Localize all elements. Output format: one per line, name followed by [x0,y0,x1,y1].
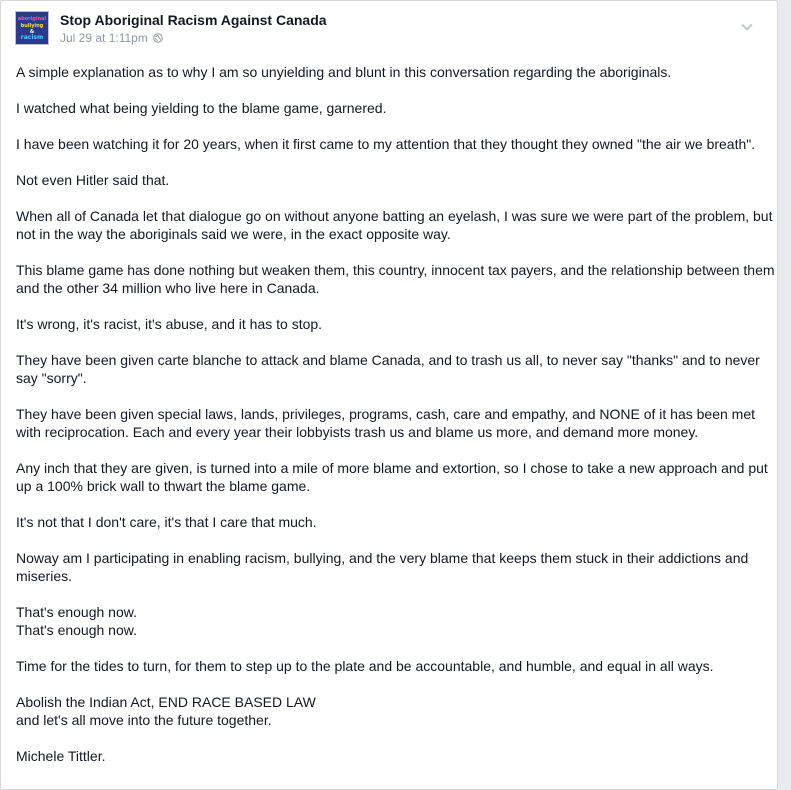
post-paragraph: Noway am I participating in enabling racism, bullying, and the very blame that keeps them stuck in their addictions and miseries. [16,550,749,584]
post-paragraph: I watched what being yielding to the blame game, garnered. [16,100,387,116]
page-avatar[interactable] [15,11,49,45]
post-paragraph: A simple explanation as to why I am so unyielding and blunt in this conversation regarding the aboriginals. [16,64,672,80]
post-paragraph: This blame game has done nothing but weaken them, this country, innocent tax payers, and the relationship between them and the other 34 million who live here in Canada. [16,262,775,296]
page-name-link[interactable]: Stop Aboriginal Racism Against Canada [60,12,327,28]
post-paragraph: That's enough now. That's enough now. [16,604,137,638]
post-body [16,63,776,783]
post-paragraph: Time for the tides to turn, for them to step up to the plate and be accountable, and humble, and equal in all ways. [16,658,714,674]
post-paragraph: I have been watching it for 20 years, when it first came to my attention that they thought they owned "the air we breath". [16,136,756,152]
post-paragraph: They have been given special laws, lands, privileges, programs, cash, care and empathy, and NONE of it has been met with reciprocation. Each and every year their lobbyists trash us and blame us more, and demand more money. [16,406,756,440]
post-paragraph: It's not that I don't care, it's that I care that much. [16,514,317,530]
post-paragraph: Michele Tittler. [16,748,106,764]
post-paragraph: When all of Canada let that dialogue go on without anyone batting an eyelash, I was sure we were part of the problem, but not in the way the aboriginals said we were, in the exact opposite way. [16,208,773,242]
post-paragraph: They have been given carte blanche to attack and blame Canada, and to trash us all, to never say "thanks" and to never say "sorry". [16,352,760,386]
globe-icon[interactable] [153,33,163,43]
chevron-down-icon[interactable] [741,23,753,31]
post-paragraph: Any inch that they are given, is turned into a mile of more blame and extortion, so I chose to take a new approach and put up a 100% brick wall to thwart the blame game. [16,460,768,494]
post-paragraph: Not even Hitler said that. [16,172,170,188]
post-header [15,11,765,51]
right-rail [778,0,791,776]
avatar-text-line: bullying [20,23,44,29]
avatar-text-line: aboriginal [17,16,47,22]
post-meta [60,31,163,45]
avatar-text-line: racism [20,34,44,41]
post-timestamp[interactable]: Jul 29 at 1:11pm [60,31,148,45]
post-paragraph: It's wrong, it's racist, it's abuse, and it has to stop. [16,316,323,332]
avatar-text-line: & [29,29,35,35]
post-paragraph: Abolish the Indian Act, END RACE BASED LAW and let's all move into the future together. [16,694,316,728]
